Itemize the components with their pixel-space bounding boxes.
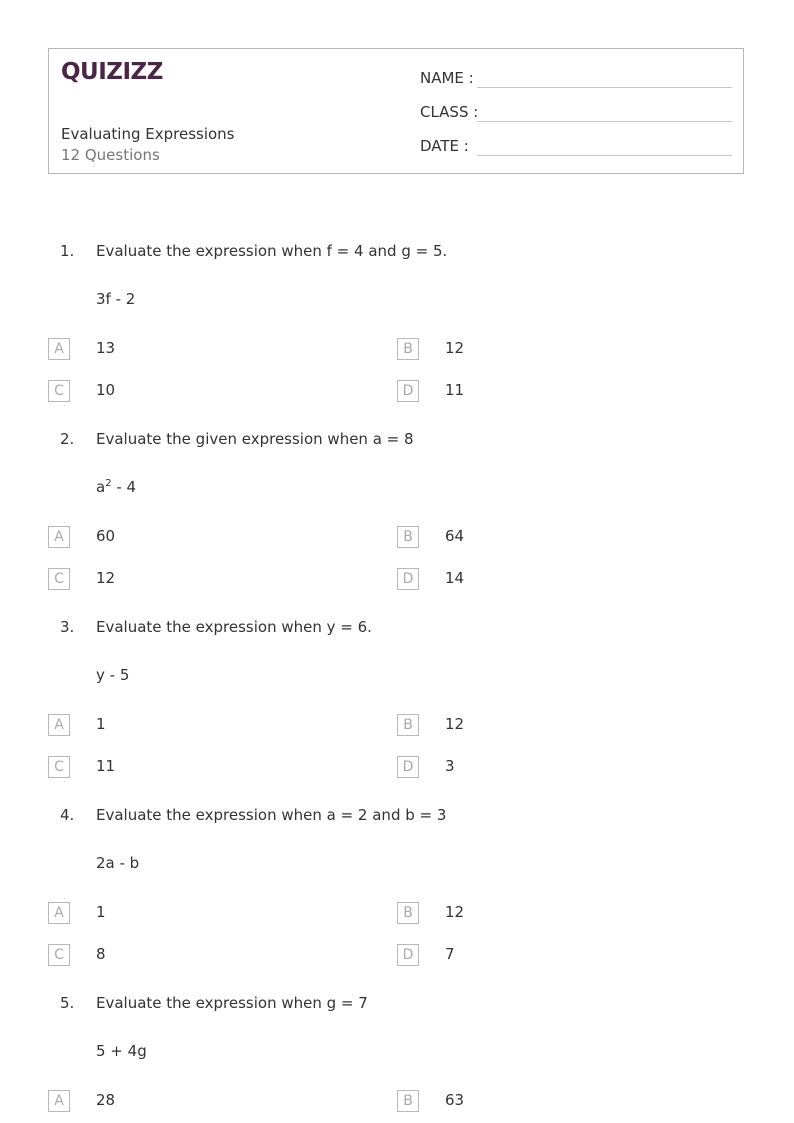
question-number: 4. bbox=[60, 806, 75, 824]
option-value: 10 bbox=[96, 381, 116, 399]
question-number: 3. bbox=[60, 618, 75, 636]
expression-base: 5 + 4g bbox=[96, 1042, 147, 1060]
option-value: 64 bbox=[445, 527, 465, 545]
question-text: Evaluate the expression when a = 2 and b = 3 bbox=[96, 806, 447, 824]
question-expression bbox=[96, 666, 129, 684]
option-letter-box: A bbox=[48, 526, 70, 548]
option-value: 63 bbox=[445, 1091, 465, 1109]
option-letter-box: D bbox=[397, 756, 419, 778]
option-letter-box: C bbox=[48, 568, 70, 590]
option-letter-box: C bbox=[48, 380, 70, 402]
option-letter-box: B bbox=[397, 338, 419, 360]
worksheet-title: Evaluating Expressions bbox=[61, 125, 235, 143]
expression-exponent: 2 bbox=[105, 478, 112, 489]
option-letter-box: B bbox=[397, 902, 419, 924]
option-letter-box: B bbox=[397, 526, 419, 548]
option-letter-box: B bbox=[397, 1090, 419, 1112]
option-letter-box: A bbox=[48, 338, 70, 360]
option-value: 7 bbox=[445, 945, 455, 963]
option-value: 12 bbox=[96, 569, 116, 587]
name-label: NAME : bbox=[420, 69, 474, 87]
option-value: 11 bbox=[96, 757, 116, 775]
option-letter-box: C bbox=[48, 944, 70, 966]
option-value: 3 bbox=[445, 757, 455, 775]
question-text: Evaluate the expression when y = 6. bbox=[96, 618, 372, 636]
option-letter-box: D bbox=[397, 944, 419, 966]
option-value: 12 bbox=[445, 903, 465, 921]
date-label: DATE : bbox=[420, 137, 469, 155]
option-letter-box: D bbox=[397, 380, 419, 402]
expression-rest: - 4 bbox=[111, 478, 137, 496]
option-value: 60 bbox=[96, 527, 116, 545]
option-value: 28 bbox=[96, 1091, 116, 1109]
question-expression bbox=[96, 478, 136, 496]
expression-base: 2a - b bbox=[96, 854, 140, 872]
option-letter-box: D bbox=[397, 568, 419, 590]
option-letter-box: A bbox=[48, 902, 70, 924]
expression-base: y - 5 bbox=[96, 666, 130, 684]
option-value: 1 bbox=[96, 715, 106, 733]
worksheet-header bbox=[48, 48, 744, 174]
option-letter-box: C bbox=[48, 756, 70, 778]
question-text: Evaluate the given expression when a = 8 bbox=[96, 430, 414, 448]
option-letter-box: A bbox=[48, 714, 70, 736]
date-line[interactable] bbox=[477, 155, 732, 156]
option-letter-box: A bbox=[48, 1090, 70, 1112]
option-value: 1 bbox=[96, 903, 106, 921]
question-text: Evaluate the expression when g = 7 bbox=[96, 994, 368, 1012]
option-value: 14 bbox=[445, 569, 465, 587]
expression-base: 3f - 2 bbox=[96, 290, 136, 308]
question-count: 12 Questions bbox=[61, 146, 160, 164]
question-expression bbox=[96, 854, 139, 872]
question-number: 1. bbox=[60, 242, 75, 260]
option-letter-box: B bbox=[397, 714, 419, 736]
quizizz-logo: QUIZIZZ bbox=[61, 59, 163, 85]
question-expression bbox=[96, 1042, 147, 1060]
question-number: 5. bbox=[60, 994, 75, 1012]
expression-base: a bbox=[96, 478, 106, 496]
question-number: 2. bbox=[60, 430, 75, 448]
option-value: 12 bbox=[445, 715, 465, 733]
option-value: 11 bbox=[445, 381, 465, 399]
question-text: Evaluate the expression when f = 4 and g = 5. bbox=[96, 242, 448, 260]
class-label: CLASS : bbox=[420, 103, 479, 121]
name-line[interactable] bbox=[477, 87, 732, 88]
question-expression bbox=[96, 290, 135, 308]
option-value: 8 bbox=[96, 945, 106, 963]
option-value: 12 bbox=[445, 339, 465, 357]
class-line[interactable] bbox=[477, 121, 732, 122]
option-value: 13 bbox=[96, 339, 116, 357]
